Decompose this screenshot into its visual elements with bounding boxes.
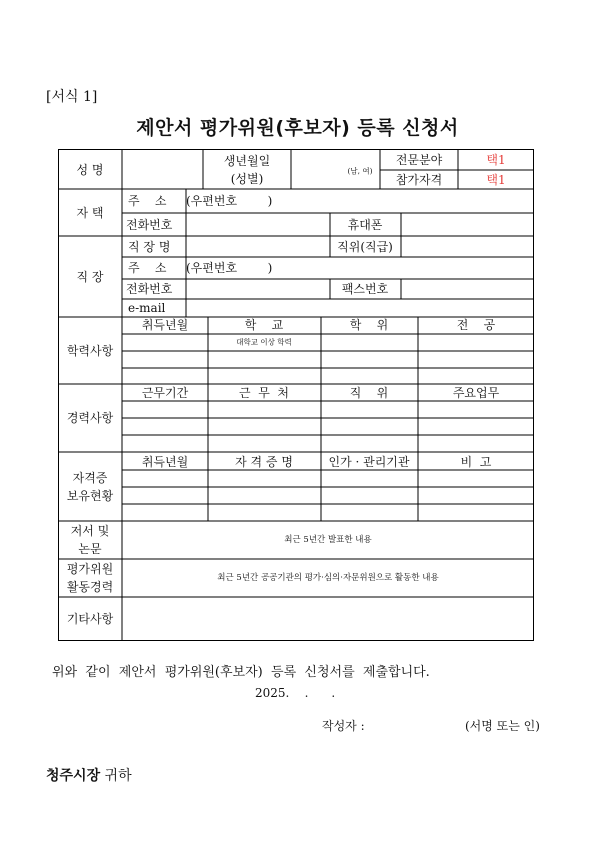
qualification-label: 참가자격 (395, 173, 443, 187)
work-phone-label: 전화번호 (126, 282, 173, 296)
specialty-select[interactable]: 택1 (486, 153, 506, 167)
birth-label: 생년월일 (223, 154, 271, 168)
fax-field[interactable] (402, 280, 533, 298)
application-form-table (58, 149, 534, 641)
education-note: 대학교 이상 학력 (236, 337, 292, 347)
qualification-select[interactable]: 택1 (486, 173, 506, 187)
education-col-major: 전 공 (456, 318, 496, 332)
publications-note: 최근 5년간 발표한 내용 (284, 534, 372, 545)
gender-hint: (남, 여) (347, 166, 373, 176)
cert-col-date: 취득년월 (141, 455, 189, 469)
writer-label: 작성자 : (322, 719, 365, 733)
gender-label: (성별) (230, 172, 264, 186)
position-label: 직위(직급) (337, 240, 393, 254)
certificates-label-line1: 자격증 (72, 471, 108, 485)
education-col-degree: 학 위 (349, 318, 389, 332)
mobile-field[interactable] (402, 214, 533, 235)
home-phone-field[interactable] (187, 214, 329, 235)
certificates-label-line2: 보유현황 (66, 489, 114, 503)
name-label: 성 명 (76, 163, 104, 177)
committee-note: 최근 5년간 공공기관의 평가·심의·자문위원으로 활동한 내용 (217, 572, 439, 583)
career-col-position: 직 위 (349, 386, 389, 400)
recipient-suffix: 귀하 (100, 768, 132, 784)
committee-label-line2: 활동경력 (66, 580, 114, 594)
page-title: 제안서 평가위원(후보자) 등록 신청서 (136, 117, 459, 139)
career-section-label: 경력사항 (66, 411, 114, 425)
form-number: [서식 1] (46, 89, 98, 105)
work-postal-field[interactable]: (우편번호 ) (186, 261, 273, 275)
mobile-label: 휴대폰 (347, 218, 383, 232)
signature-label: (서명 또는 인) (465, 719, 540, 733)
career-col-duties: 주요업무 (452, 386, 500, 400)
home-section-label: 자 택 (76, 206, 104, 220)
home-phone-label: 전화번호 (126, 218, 173, 232)
recipient-name: 청주시장 (46, 768, 101, 784)
committee-field[interactable] (123, 560, 533, 596)
date-field[interactable]: 2025. . . (255, 686, 336, 700)
home-address-label: 주 소 (128, 194, 167, 208)
company-label: 직 장 명 (128, 240, 171, 254)
fax-label: 팩스번호 (341, 282, 389, 296)
publications-label-line1: 저서 및 (70, 524, 110, 538)
specialty-label: 전문분야 (395, 153, 443, 167)
publications-field[interactable] (123, 522, 533, 558)
position-field[interactable] (402, 237, 533, 256)
etc-label: 기타사항 (66, 612, 114, 626)
career-col-workplace: 근 무 처 (238, 386, 290, 400)
cert-col-name: 자 격 증 명 (235, 455, 293, 469)
publications-label-line2: 논문 (78, 542, 102, 556)
work-section-label: 직 장 (76, 270, 104, 284)
email-label: e-mail (128, 301, 166, 315)
declaration-text: 위와 같이 제안서 평가위원(후보자) 등록 신청서를 제출합니다. (52, 665, 430, 680)
name-field[interactable] (123, 150, 202, 188)
cert-col-remarks: 비 고 (460, 455, 492, 469)
email-field[interactable] (187, 300, 533, 316)
education-col-date: 취득년월 (141, 318, 189, 332)
company-field[interactable] (187, 237, 329, 256)
cert-col-issuer: 인가 · 관리기관 (328, 455, 410, 469)
work-address-label: 주 소 (128, 261, 167, 275)
committee-label-line1: 평가위원 (66, 562, 114, 576)
career-col-period: 근무기간 (141, 386, 189, 400)
work-phone-field[interactable] (187, 280, 329, 298)
etc-field[interactable] (123, 598, 533, 640)
home-postal-field[interactable]: (우편번호 ) (186, 194, 273, 208)
recipient (46, 765, 132, 785)
education-section-label: 학력사항 (66, 344, 114, 358)
education-col-school: 학 교 (244, 318, 284, 332)
